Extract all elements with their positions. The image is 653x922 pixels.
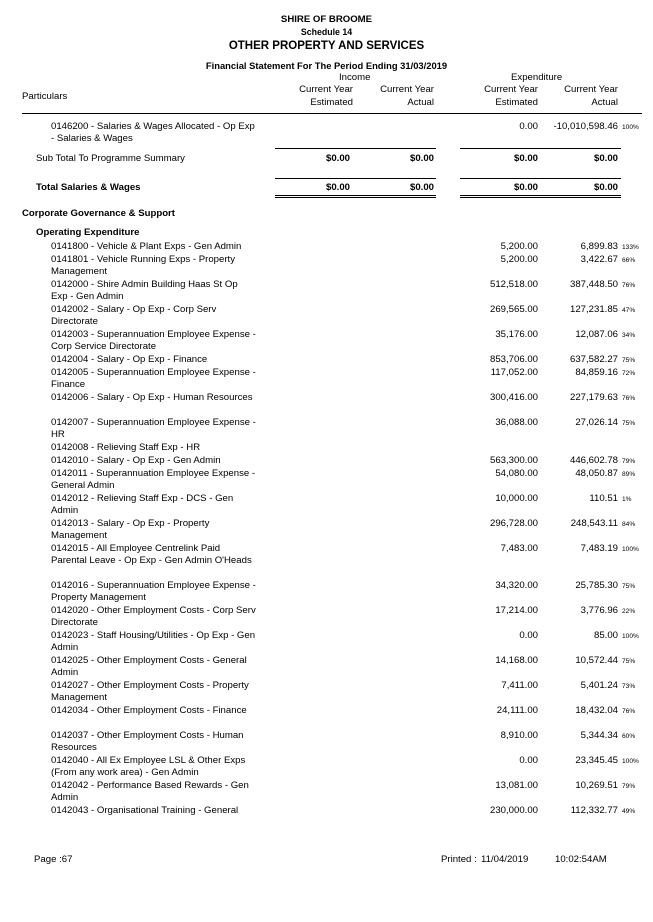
row-pct: 89% <box>622 471 636 478</box>
row-exp-actual: 5,401.24 <box>580 680 618 691</box>
row-exp-estimated: 13,081.00 <box>495 780 538 791</box>
row-label: 0141801 - Vehicle Running Exps - Property Management <box>51 254 235 278</box>
row-exp-actual: 127,231.85 <box>569 304 618 315</box>
subtotal-income-rule <box>275 148 436 149</box>
row-label: 0142027 - Other Employment Costs - Property Management <box>51 680 249 704</box>
row-pct: 1% <box>622 496 632 503</box>
row-exp-actual: 12,087.06 <box>575 329 618 340</box>
row-pct: 100% <box>622 633 639 640</box>
row-exp-actual: 18,432.04 <box>575 705 618 716</box>
statement-title: Financial Statement For The Period Ending 31/03/2019 <box>205 60 448 71</box>
income-est-header-2: Estimated <box>310 97 353 108</box>
row-label: 0142005 - Superannuation Employee Expense - Finance <box>51 367 256 391</box>
top-item-exp-act: -10,010,598.46 <box>553 121 618 132</box>
row-exp-actual: 23,345.45 <box>575 755 618 766</box>
row-exp-estimated: 300,416.00 <box>489 392 538 403</box>
row-label: 0142025 - Other Employment Costs - General Admin <box>51 655 247 679</box>
row-exp-actual: 112,332.77 <box>570 805 618 816</box>
row-exp-actual: 387,448.50 <box>569 279 618 290</box>
row-label: 0142000 - Shire Admin Building Haas St Op Exp - Gen Admin <box>51 279 238 303</box>
row-exp-actual: 85.00 <box>593 630 618 641</box>
total-inc-act: $0.00 <box>409 182 434 193</box>
total-exp-rule-top <box>460 178 621 179</box>
row-pct: 75% <box>622 357 636 364</box>
exp-est-header-2: Estimated <box>495 97 538 108</box>
row-exp-estimated: 36,088.00 <box>495 417 538 428</box>
total-label: Total Salaries & Wages <box>36 182 141 193</box>
printed-date: 11/04/2019 <box>481 854 529 865</box>
row-pct: 76% <box>622 282 636 289</box>
row-pct: 75% <box>622 583 636 590</box>
row-exp-estimated: 8,910.00 <box>500 730 538 741</box>
row-exp-actual: 10,572.44 <box>575 655 618 666</box>
row-pct: 133% <box>622 244 639 251</box>
row-exp-estimated: 512,518.00 <box>489 279 538 290</box>
row-label: 0142008 - Relieving Staff Exp - HR <box>51 442 201 453</box>
row-label: 0142015 - All Employee Centrelink Paid Parental Leave - Op Exp - Gen Admin O'Heads <box>51 543 252 567</box>
printed-time: 10:02:54AM <box>555 854 607 865</box>
row-pct: 76% <box>622 395 636 402</box>
row-label: 0142002 - Salary - Op Exp - Corp Serv Directorate <box>51 304 217 328</box>
subtotal-exp-act: $0.00 <box>593 153 618 164</box>
row-pct: 73% <box>622 683 636 690</box>
row-exp-estimated: 7,411.00 <box>501 680 538 691</box>
particulars-header: Particulars <box>22 91 68 102</box>
total-income-rule-bottom <box>275 195 436 198</box>
row-label: 0142012 - Relieving Staff Exp - DCS - Gen Admin <box>51 493 234 517</box>
header-rule <box>22 113 642 114</box>
row-exp-estimated: 269,565.00 <box>489 304 538 315</box>
row-exp-estimated: 563,300.00 <box>489 455 538 466</box>
total-inc-est: $0.00 <box>325 182 350 193</box>
exp-act-header-2: Actual <box>591 97 618 108</box>
row-exp-estimated: 117,052.00 <box>490 367 538 378</box>
total-exp-act: $0.00 <box>593 182 618 193</box>
row-label: 0142011 - Superannuation Employee Expense - General Admin <box>51 468 256 492</box>
row-pct: 49% <box>622 808 636 815</box>
income-act-header-2: Actual <box>407 97 434 108</box>
row-exp-actual: 27,026.14 <box>575 417 618 428</box>
row-label: 0142040 - All Ex Employee LSL & Other Exps (From any work area) - Gen Admin <box>51 755 246 779</box>
subtotal-inc-est: $0.00 <box>325 153 350 164</box>
income-est-header-1: Current Year <box>299 84 353 95</box>
row-exp-estimated: 54,080.00 <box>495 468 538 479</box>
row-exp-actual: 7,483.19 <box>580 543 618 554</box>
org-name: SHIRE OF BROOME <box>280 14 373 25</box>
row-pct: 76% <box>622 708 636 715</box>
row-label: 0142037 - Other Employment Costs - Human Resources <box>51 730 244 754</box>
section-title: Corporate Governance & Support <box>22 208 175 219</box>
row-pct: 22% <box>622 608 636 615</box>
top-item-label: 0146200 - Salaries & Wages Allocated - Op Exp - Salaries & Wages <box>51 121 255 145</box>
subtotal-inc-act: $0.00 <box>409 153 434 164</box>
row-exp-estimated: 0.00 <box>519 630 538 641</box>
row-label: 0142023 - Staff Housing/Utilities - Op Exp - Gen Admin <box>51 630 256 654</box>
row-pct: 84% <box>622 521 636 528</box>
row-label: 0142016 - Superannuation Employee Expense - Property Management <box>51 580 256 604</box>
row-exp-estimated: 230,000.00 <box>489 805 538 816</box>
row-label: 0142042 - Performance Based Rewards - Gen Admin <box>51 780 249 804</box>
subtotal-label: Sub Total To Programme Summary <box>36 153 185 164</box>
total-income-rule-top <box>275 178 436 179</box>
total-exp-rule-bottom <box>460 195 621 198</box>
income-group-header: Income <box>339 72 371 83</box>
row-exp-estimated: 24,111.00 <box>496 705 538 716</box>
row-exp-estimated: 10,000.00 <box>495 493 538 504</box>
row-label: 0142034 - Other Employment Costs - Finance <box>51 705 247 716</box>
exp-act-header-1: Current Year <box>564 84 618 95</box>
row-exp-actual: 5,344.34 <box>580 730 618 741</box>
row-exp-actual: 248,543.11 <box>570 518 618 529</box>
row-exp-estimated: 5,200.00 <box>500 241 538 252</box>
subtotal-exp-est: $0.00 <box>513 153 538 164</box>
row-exp-estimated: 34,320.00 <box>495 580 538 591</box>
row-pct: 79% <box>622 458 636 465</box>
row-label: 0142004 - Salary - Op Exp - Finance <box>51 354 208 365</box>
top-item-pct: 100% <box>622 124 639 131</box>
row-exp-actual: 48,050.87 <box>575 468 618 479</box>
row-pct: 66% <box>622 257 636 264</box>
top-item-exp-est: 0.00 <box>519 121 538 132</box>
subtotal-exp-rule <box>460 148 621 149</box>
section-subtitle: Operating Expenditure <box>36 227 140 238</box>
row-label: 0141800 - Vehicle & Plant Exps - Gen Admin <box>51 241 242 252</box>
row-exp-actual: 25,785.30 <box>575 580 618 591</box>
row-pct: 34% <box>622 332 636 339</box>
row-pct: 60% <box>622 733 636 740</box>
row-label: 0142007 - Superannuation Employee Expense - HR <box>51 417 256 441</box>
row-pct: 47% <box>622 307 636 314</box>
income-act-header-1: Current Year <box>380 84 434 95</box>
row-exp-estimated: 14,168.00 <box>495 655 538 666</box>
row-label: 0142013 - Salary - Op Exp - Property Management <box>51 518 210 542</box>
row-pct: 79% <box>622 783 636 790</box>
row-exp-estimated: 7,483.00 <box>500 543 538 554</box>
row-label: 0142020 - Other Employment Costs - Corp Serv Directorate <box>51 605 256 629</box>
total-exp-est: $0.00 <box>513 182 538 193</box>
row-exp-actual: 3,422.67 <box>580 254 618 265</box>
row-exp-actual: 110.51 <box>589 493 618 504</box>
row-pct: 100% <box>622 758 639 765</box>
row-exp-actual: 84,859.16 <box>575 367 618 378</box>
row-label: 0142043 - Organisational Training - General <box>51 805 239 816</box>
row-exp-actual: 446,602.78 <box>569 455 618 466</box>
row-exp-estimated: 296,728.00 <box>489 518 538 529</box>
row-pct: 75% <box>622 658 636 665</box>
row-exp-estimated: 853,706.00 <box>489 354 538 365</box>
row-exp-estimated: 17,214.00 <box>495 605 538 616</box>
row-exp-actual: 227,179.63 <box>569 392 618 403</box>
expenditure-group-header: Expenditure <box>511 72 563 83</box>
row-exp-estimated: 35,176.00 <box>495 329 538 340</box>
page-number: Page :67 <box>34 854 73 865</box>
row-label: 0142003 - Superannuation Employee Expense - Corp Service Directorate <box>51 329 256 353</box>
schedule-label: Schedule 14 <box>300 27 353 37</box>
row-exp-actual: 6,899.83 <box>580 241 618 252</box>
exp-est-header-1: Current Year <box>484 84 538 95</box>
row-label: 0142010 - Salary - Op Exp - Gen Admin <box>51 455 221 466</box>
row-label: 0142006 - Salary - Op Exp - Human Resources <box>51 392 253 403</box>
row-pct: 75% <box>622 420 636 427</box>
row-exp-actual: 637,582.27 <box>569 354 618 365</box>
row-exp-estimated: 0.00 <box>519 755 538 766</box>
program-title: OTHER PROPERTY AND SERVICES <box>228 40 425 52</box>
row-exp-estimated: 5,200.00 <box>500 254 538 265</box>
row-pct: 100% <box>622 546 639 553</box>
printed-label: Printed : <box>441 854 477 865</box>
row-exp-actual: 10,269.51 <box>575 780 618 791</box>
row-pct: 72% <box>622 370 636 377</box>
row-exp-actual: 3,776.96 <box>580 605 618 616</box>
